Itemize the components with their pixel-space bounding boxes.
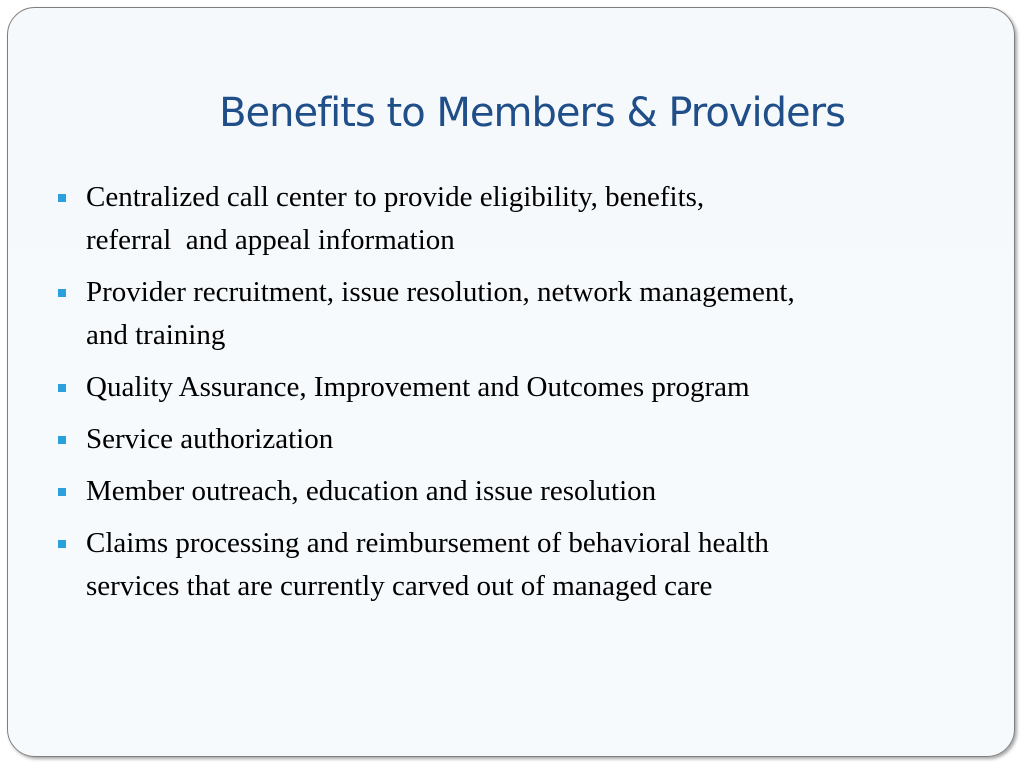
bullet-text: Member outreach, education and issue resolution — [86, 475, 657, 507]
bullet-list — [58, 176, 1003, 617]
bullet-item — [58, 366, 1003, 409]
bullet-item — [58, 522, 1003, 608]
slide-frame — [7, 7, 1015, 757]
bullet-item — [58, 470, 1003, 513]
bullet-text: Service authorization — [86, 423, 334, 455]
square-bullet-icon — [58, 194, 66, 202]
square-bullet-icon — [58, 488, 66, 496]
square-bullet-icon — [58, 384, 66, 392]
bullet-text: Provider recruitment, issue resolution, network management, and training — [86, 276, 795, 351]
bullet-item — [58, 176, 1003, 262]
square-bullet-icon — [58, 540, 66, 548]
bullet-item — [58, 271, 1003, 357]
bullet-text: Quality Assurance, Improvement and Outcomes program — [86, 371, 750, 403]
square-bullet-icon — [58, 289, 66, 297]
bullet-text: Claims processing and reimbursement of behavioral health services that are currently carved out of managed care — [86, 527, 769, 602]
square-bullet-icon — [58, 436, 66, 444]
slide-title: Benefits to Members & Providers — [219, 90, 845, 136]
bullet-text: Centralized call center to provide eligibility, benefits, referral and appeal information — [86, 181, 705, 256]
bullet-item — [58, 418, 1003, 461]
